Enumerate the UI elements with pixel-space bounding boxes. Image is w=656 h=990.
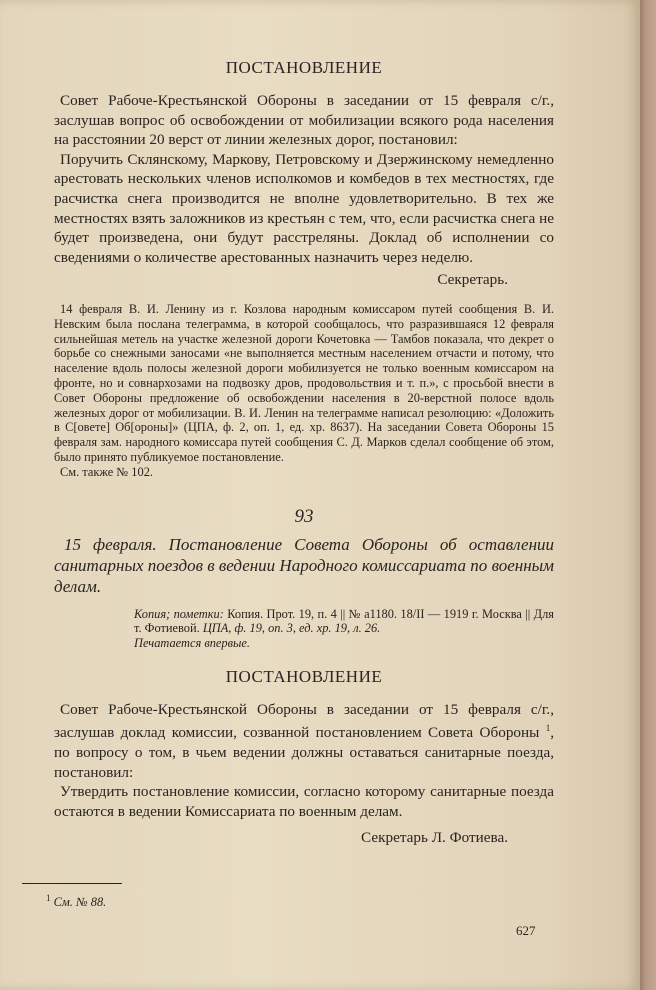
archival-metadata <box>134 607 554 637</box>
resolution-1-paragraph-2: Поручить Склянскому, Маркову, Петровскому и Дзержинскому немедленно арестовать нескольких членов исполкомов и комбедов в тех местностях, где расчистка снега производится не вполне удовлетворительно. В тех же местностях взять заложников из крестьян с тем, что, если расчистка снега не будет произведена, они будут расстреляны. Доклад об исполнении со сведениями о количестве арестованных назначить через неделю. <box>54 150 554 266</box>
publication-note: Печатается впервые. <box>134 636 250 651</box>
resolution-heading-1: ПОСТАНОВЛЕНИЕ <box>225 58 383 77</box>
footnote-divider <box>22 883 122 884</box>
footnote <box>46 893 106 910</box>
page-number: 627 <box>516 923 536 938</box>
resolution-1-paragraph-1: Совет Рабоче-Крестьянской Обороны в заседании от 15 февраля с/г., заслушав вопрос об освобождении от мобилизации всякого рода населения на расстоянии 20 верст от линии железных дорог, постановил: <box>54 92 554 149</box>
resolution-1-signature: Секретарь. <box>437 271 508 289</box>
resolution-2-paragraph-1: Совет Рабоче-Крестьянской Обороны в заседании от 15 февраля с/г., заслушав доклад комиссии, созванной постановлением Совета Обороны $^1$, по вопросу о том, в чьем ведении должны оставаться санитарные поезда, постановил: <box>54 700 555 781</box>
metadata-label: Копия; пометки: <box>134 606 224 621</box>
footnote-text: См. № 88. <box>53 895 107 910</box>
metadata-source: ЦПА, ф. 19, оп. 3, ед. хр. 19, л. 26. <box>202 621 381 636</box>
resolution-heading-2: ПОСТАНОВЛЕНИЕ <box>225 666 383 686</box>
page-content <box>54 58 554 847</box>
see-also-reference: См. также № 102. <box>60 464 153 479</box>
editorial-note: 14 февраля В. И. Ленину из г. Козлова народным комиссаром путей сообщения В. И. Невским была послана телеграмма, в которой сообщалось, что разразившаяся 12 февраля сильнейшая метель на участке железной дороги Кочетовка — Тамбов показала, что декрет о борьбе со снежными заносами «не выполняется местным населением отчасти и потому, что население вдоль полосы железной дороги мобилизуется не только военным комиссаром на фронте, но и совнархозами на подвозку дров, продовольствия и т. п.», с просьбой внести в Совет Обороны предложение об освобождении населения в 20-верстной полосе вдоль железных дорог от мобилизации. В. И. Ленин на телеграмме написал резолюцию: «Доложить в С[овете] Об[ороны]» (ЦПА, ф. 2, оп. 1, ед. хр. 8637). На заседании Совета Обороны 15 февраля зам. народного комиссара путей сообщения С. Д. Марков сделал сообщение об этом, было принято публикуемое постановление. <box>54 301 554 464</box>
resolution-2-paragraph-2: Утвердить постановление комиссии, согласно которому санитарные поезда остаются в ведении Комиссариата по военным делам. <box>54 783 554 820</box>
footnote-marker: 1 <box>545 723 551 734</box>
document-number: 93 <box>294 505 314 527</box>
document-title: 15 февраля. Постановление Совета Обороны об оставлении санитарных поездов в ведении Народного комиссариата по военным делам. <box>54 534 554 596</box>
resolution-2-signature: Секретарь Л. Фотиева. <box>361 828 508 846</box>
footnote-number: 1 <box>46 893 51 903</box>
metadata-text: Копия. Прот. 19, п. 4 || № a1180. 18/II — 1919 г. Москва || Для т. Фотиевой. <box>134 606 554 636</box>
book-spine-edge <box>640 0 656 990</box>
